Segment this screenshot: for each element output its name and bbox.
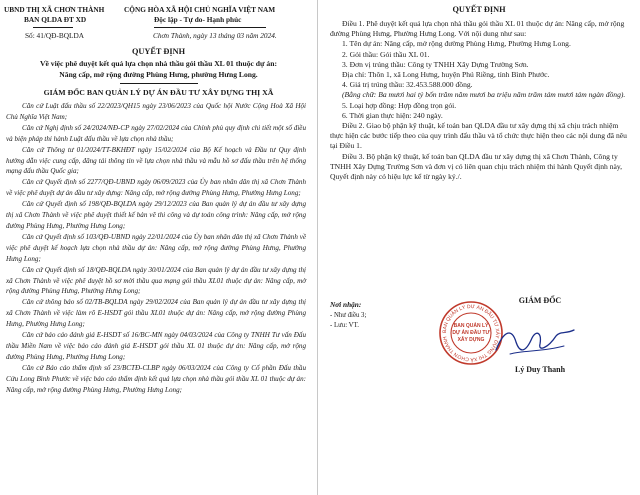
svg-text:DỰ ÁN ĐẦU TƯ: DỰ ÁN ĐẦU TƯ [452, 330, 490, 336]
article-2: Điều 2. Giao bộ phận kỹ thuật, kế toán ban QLDA đầu tư xây dựng thị xã chịu trách nhiệm thực hiện các bước tiếp theo của quy trình đấu thầu và tổ chức thực hiện theo các nội dung đã nêu tại Điều 1. [330, 121, 627, 151]
legal-basis: Căn cứ Thông tư 01/2024/TT-BKHĐT ngày 15/02/2024 của Bộ Kế hoạch và Đầu tư Quy định hướng dẫn việc cung cấp, đăng tải thông tin về lựa chọn nhà thầu và mẫu hồ sơ đấu thầu trên hệ thống mạng đấu thầu Quốc gia; [6, 145, 306, 176]
legal-bases [6, 101, 306, 395]
place-date: Chơn Thành, ngày 13 tháng 03 năm 2024. [153, 31, 277, 40]
document-number: Số: 41/QĐ-BQLDA [25, 31, 84, 40]
item-address: Địa chỉ: Thôn 1, xã Long Hưng, huyện Phú Riềng, tỉnh Bình Phước. [342, 70, 550, 80]
decision-body [330, 19, 632, 182]
legal-basis: Căn cứ Quyết định số 198/QĐ-BQLDA ngày 29/12/2023 của Ban quản lý dự án đầu tư xây dựng thị xã Chơn Thành về việc phê duyệt thiết kế bản vẽ thi công và dự toán công trình: Nâng cấp, mở rộng đường Phùng Hưng, Phường Hưng Long; [6, 200, 306, 230]
nation-underline [154, 27, 266, 28]
svg-text:BAN QUẢN LÝ DỰ ÁN ĐẦU TƯ XÂY D: BAN QUẢN LÝ DỰ ÁN ĐẦU TƯ XÂY DỰNG THỊ XÃ CHƠN THÀNH [441, 303, 501, 363]
subject-line-2: Nâng cấp, mở rộng đường Phùng Hưng, phường Hưng Long. [59, 70, 258, 79]
legal-basis: Căn cứ Quyết định số 2277/QĐ-UBND ngày 06/09/2023 của Ủy ban nhân dân thị xã Chơn Thành về việc phê duyệt dự án đầu tư xây dựng: Nâng cấp, mở rộng đường Phùng Hưng, Phường Hưng Long; [6, 178, 306, 198]
page-divider [317, 0, 318, 495]
legal-basis: Căn cứ Báo cáo thẩm định số 23/BCTĐ-CLBP ngày 06/03/2024 của Công ty Cổ phần Đấu thầu Cửu Long Bình Phước về việc báo cáo thẩm định kết quả lựa chọn nhà thầu gói thầu XL 01 thuộc dự án: Nâng cấp, mở rộng đường Phùng Hưng, Phường Hưng Long; [6, 363, 306, 394]
svg-text:XÂY DỰNG: XÂY DỰNG [457, 337, 485, 343]
article-3: Điều 3. Bộ phận kỹ thuật, kế toán ban QLDA đầu tư xây dựng thị xã Chơn Thành, Công ty TNHH Xây Dựng Trường Sơn và đơn vị có liên quan chịu trách nhiệm thi hành Quyết định này, Quyết định này có hiệu lực kể từ ngày ký./. [330, 151, 623, 182]
agency-line-2: BAN QLDA ĐT XD [24, 15, 87, 24]
legal-basis: Căn cứ Luật đấu thầu số 22/2023/QH15 ngày 23/06/2023 của Quốc hội Nước Cộng Hoà Xã Hội Chủ Nghĩa Việt Nam; [6, 102, 306, 121]
decision-title-right: QUYẾT ĐỊNH [452, 5, 506, 14]
subject-line-1: Về việc phê duyệt kết quả lựa chọn nhà thầu gói thầu XL 01 thuộc dự án: [40, 59, 277, 68]
agency-line-1: UBND THỊ XÃ CHƠN THÀNH [4, 5, 105, 14]
item-winner: 3. Đơn vị trúng thầu: Công ty TNHH Xây Dựng Trường Sơn. [342, 59, 529, 69]
signer-title: GIÁM ĐỐC [518, 296, 562, 305]
nation-line-1: CỘNG HÒA XÃ HỘI CHỦ NGHĨA VIỆT NAM [124, 5, 276, 14]
legal-basis: Căn cứ Quyết định số 18/QĐ-BQLDA ngày 30/01/2024 của Ban quản lý dự án đầu tư xây dựng thị xã Chơn Thành về việc phê duyệt hồ sơ mời thầu qua mạng gói thầu XL01 thuộc dự án: Nâng cấp, mở rộng đường Phùng Hưng, Phường Hưng Long; [6, 265, 306, 296]
item-package: 2. Gói thầu: Gói thầu XL 01. [342, 49, 430, 59]
authority-heading: GIÁM ĐỐC BAN QUẢN LÝ DỰ ÁN ĐẦU TƯ XÂY DỰNG THỊ XÃ [43, 88, 274, 97]
recipient-2: - Lưu: VT. [330, 322, 359, 329]
recipient-1: - Như điều 3; [330, 312, 367, 319]
item-project-name: 1. Tên dự án: Nâng cấp, mở rộng đường Phùng Hưng, Phường Hưng Long. [342, 39, 571, 49]
item-value: 4. Giá trị trúng thầu: 32.453.588.000 đồng. [342, 80, 473, 90]
agency-underline [33, 27, 73, 28]
recipients-title: Nơi nhận: [330, 300, 362, 309]
amount-in-words: (Bằng chữ: Ba mươi hai tỷ bốn trăm năm mươi ba triệu năm trăm tám mươi tám ngàn đồng). [342, 90, 626, 100]
legal-basis: Căn cứ báo cáo đánh giá E-HSDT số 16/BC-MN ngày 04/03/2024 của Công ty TNHH Tư vấn Đấu thầu Miền Nam về việc báo cáo đánh giá E-HSDT gói thầu XL 01 thuộc dự án: Nâng cấp, mở rộng đường Phùng Hưng, Phường Hưng Long; [6, 331, 306, 361]
article-1: Điều 1. Phê duyệt kết quả lựa chọn nhà thầu gói thầu XL 01 thuộc dự án: Nâng cấp, mở rộng đường Phùng Hưng, Phường Hưng Long. Với nội dung như sau: [330, 19, 625, 39]
decision-title-left: QUYẾT ĐỊNH [131, 47, 186, 56]
svg-text:BAN QUẢN LÝ: BAN QUẢN LÝ [453, 323, 489, 329]
signer-name: Lý Duy Thanh [514, 365, 566, 374]
item-contract-type: 5. Loại hợp đồng: Hợp đồng trọn gói. [342, 100, 457, 110]
legal-basis: Căn cứ thông báo số 02/TB-BQLDA ngày 29/02/2024 của Ban quản lý dự án đầu tư xây dựng thị xã Chơn Thành về việc làm rõ E-HSDT gói thầu XL01 thuộc dự án: Nâng cấp, mở rộng đường Phùng Hưng, Phường Hưng Long; [6, 298, 306, 329]
item-duration: 6. Thời gian thực hiện: 240 ngày. [342, 110, 443, 120]
legal-basis: Căn cứ Nghị định số 24/2024/NĐ-CP ngày 27/02/2024 của Chính phủ quy định chi tiết một số điều và biện pháp thi hành Luật đấu thầu về lựa chọn nhà thầu; [6, 123, 306, 143]
subject-underline [120, 83, 198, 84]
legal-basis: Căn cứ Quyết định số 103/QĐ-UBND ngày 22/01/2024 của Ủy ban nhân dân thị xã Chơn Thành về việc phê duyệt kế hoạch lựa chọn nhà thầu dự án: Nâng cấp, mở rộng đường Phùng Hưng, Phường Hưng Long; [6, 232, 306, 263]
signature-icon [490, 322, 580, 362]
nation-line-2: Độc lập - Tự do- Hạnh phúc [154, 15, 242, 24]
